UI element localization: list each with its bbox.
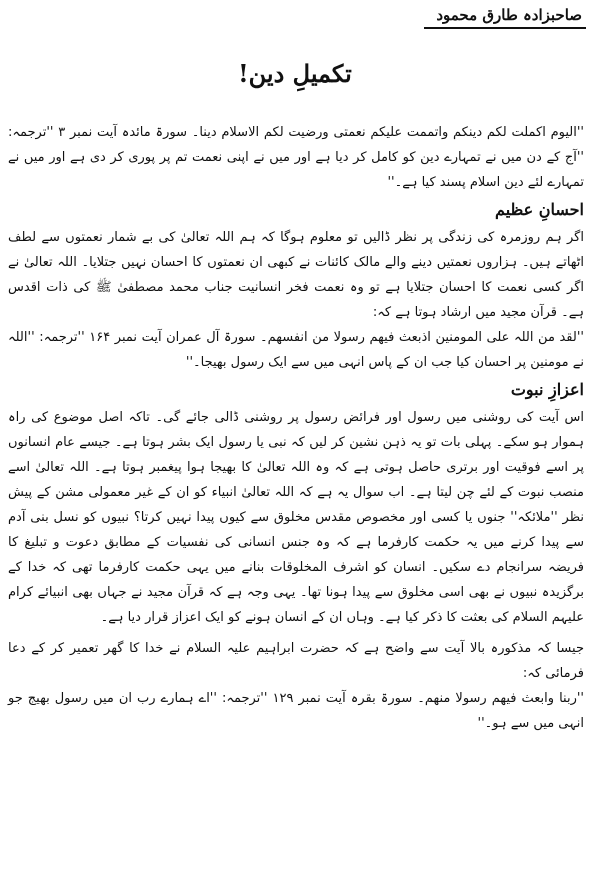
article-title: تکمیلِ دین! xyxy=(238,59,352,88)
quran-quote-baqarah: ''ربنا وابعث فیھم رسولا منھم۔ سورۃ بقرہ آیت نمبر ۱۲۹ ''ترجمہ: ''اے ہمارے رب ان میں رسول بھیج جو انہی میں سے ہو۔'' xyxy=(8,691,585,731)
article-body xyxy=(8,120,584,736)
quran-quote-maidah: ''الیوم اکملت لکم دینکم واتممت علیکم نعمتی ورضیت لکم الاسلام دینا۔ سورۃ مائدہ آیت نمبر ۳ ''ترجمہ: ''آج کے دن میں نے تمہارے دین کو کامل کر دیا ہے اور میں نے اپنی نعمت تم پر پوری کر دی ہے اور میں نے تمہارے لئے دین اسلام پسند کیا ہے۔'' xyxy=(8,125,584,190)
quran-quote-al-imran: ''لقد من اللہ علی المومنین اذبعث فیھم رسولا من انفسھم۔ سورۃ آل عمران آیت نمبر ۱۶۴ ''ترجمہ: ''اللہ نے مومنین پر احسان کیا جب ان کے پاس انہی میں سے ایک رسول بھیجا۔'' xyxy=(8,330,584,370)
section-heading-ehsan: احسانِ عظیم xyxy=(495,200,584,219)
section-heading-nubuwwat: اعزازِ نبوت xyxy=(510,380,584,399)
paragraph-ehsan: اگر ہم روزمرہ کی زندگی پر نظر ڈالیں تو معلوم ہوگا کہ ہم اللہ تعالیٰ کی بے شمار نعمتوں سے لطف اٹھاتے ہیں۔ ہزاروں نعمتیں دینے والے مالک کائنات نے کبھی ان نعمتوں کا احسان نہیں جتلایا۔ اللہ تعالیٰ نے اگر کسی نعمت کا احسان جتلایا ہے تو وہ نعمت فخر انسانیت جناب محمد مصطفیٰ ﷺ کی ذات اقدس ہے۔ قرآن مجید میں ارشاد ہوتا ہے کہ: xyxy=(8,230,584,320)
paragraph-nubuwwat: اس آیت کی روشنی میں رسول اور فرائض رسول پر روشنی ڈالی جائے گی۔ تاکہ اصل موضوع کی راہ ہموار ہو سکے۔ پہلی بات تو یہ ذہن نشین کر لیں کہ نبی یا رسول ایک بشر ہوتا ہے۔ جیسے عام انسانوں پر اسے فوقیت اور برتری حاصل ہوتی ہے کہ وہ اللہ تعالیٰ کا بھیجا ہوا پیغمبر ہوتا ہے۔ اللہ تعالیٰ اسے منصب نبوت کے لئے چن لیتا ہے۔ اب سوال یہ ہے کہ اللہ تعالیٰ انبیاء کو ان کے غیر معمولی مشن کے پیش نظر ''ملائکہ'' جنوں یا کسی اور مخصوص مقدس مخلوق سے کیوں پیدا نہیں کرتا؟ نبیوں کو نسل بنی آدم سے پیدا کرنے میں یہ حکمت کارفرما ہے کہ وہ جنس انسانی کی نفسیات کے مطابق دعوت و تبلیغ کا فریضہ سرانجام دے سکیں۔ انسان کو اشرف المخلوقات بنانے میں یہی حکمت کارفرما تھی کہ خدا کے برگزیدہ نبیوں نے بھی اسی مخلوق سے پیدا ہونا تھا۔ یہی وجہ ہے کہ قرآن مجید نے جہاں بھی انبیائے کرام علیہم السلام کی بعثت کا ذکر کیا ہے۔ وہاں ان کے انسان ہونے کو ایک اعزاز قرار دیا ہے۔ xyxy=(8,410,584,625)
author-header xyxy=(424,4,586,29)
author-name: صاحبزادہ طارق محمود xyxy=(424,4,586,29)
paragraph-ibrahim: جیسا کہ مذکورہ بالا آیت سے واضح ہے کہ حضرت ابراہیم علیہ السلام نے خدا کا گھر تعمیر کر کے دعا فرمائی کہ: xyxy=(8,641,584,681)
